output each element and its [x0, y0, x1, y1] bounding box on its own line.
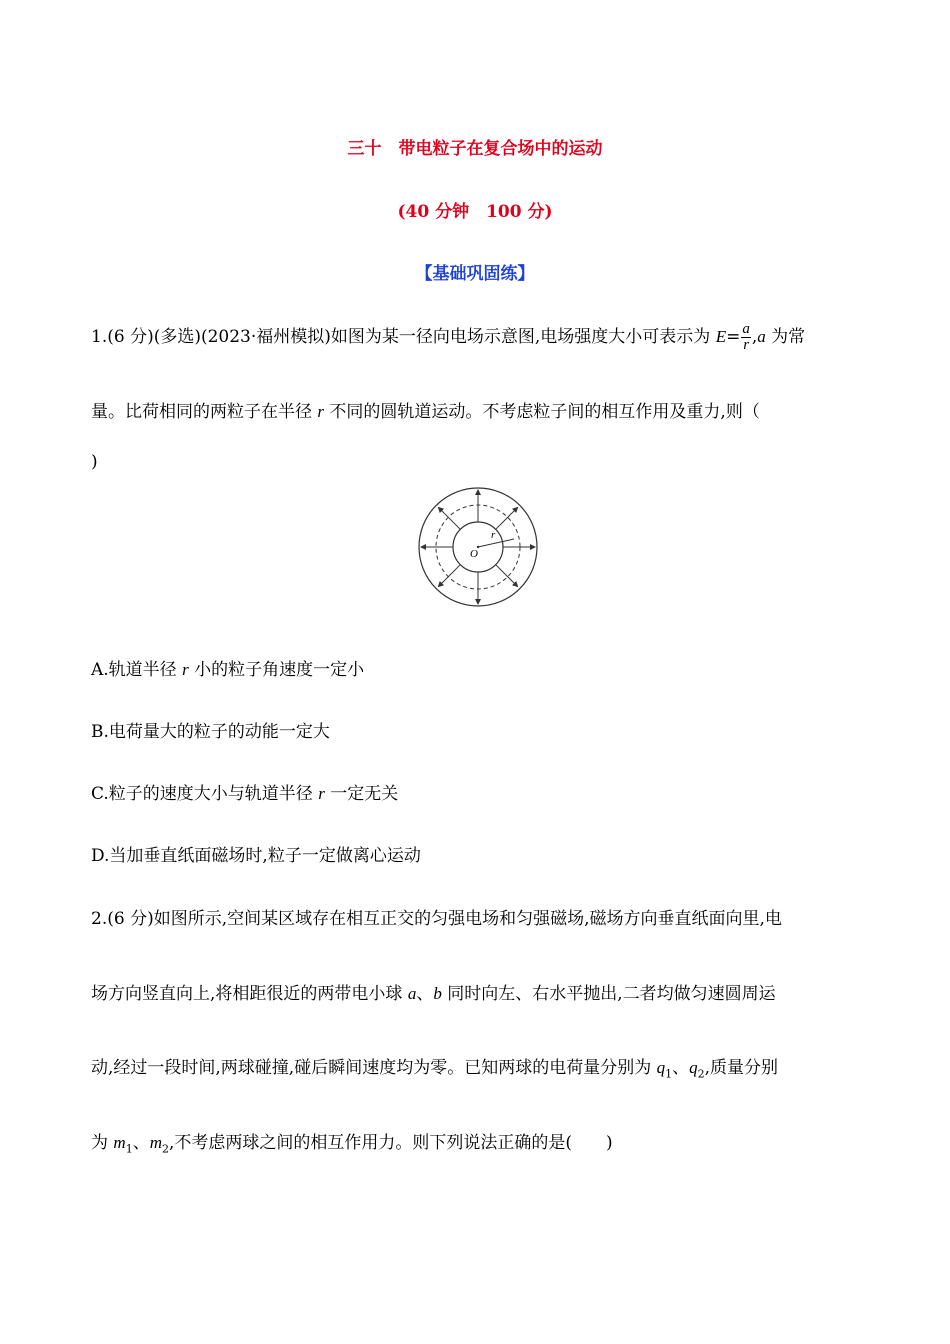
page-title: 三十 带电粒子在复合场中的运动 — [347, 139, 603, 159]
center-label: O — [470, 548, 478, 560]
q2-stem-line3: 动,经过一段时间,两球碰撞,碰后瞬间速度均为零。已知两球的电荷量分别为 $q_1$、$q_2$,质量分别 — [91, 1058, 779, 1081]
q2-stem-line4: 为 $m_1$、$m_2$,不考虑两球之间的相互作用力。则下列说法正确的是( ) — [91, 1133, 613, 1156]
q1-stem-line1: 1.(6 分)(多选)(2023·福州模拟)如图为某一径向电场示意图,电场强度大小可表示为 E= $\frac{a}{r}$ ,a 为常 — [91, 321, 806, 353]
q1-stem-line2: 量。比荷相同的两粒子在半径 r 不同的圆轨道运动。不考虑粒子间的相互作用及重力,则（ — [91, 402, 760, 422]
radial-field-diagram — [413, 482, 543, 612]
q1-option-d[interactable]: D.当加垂直纸面磁场时,粒子一定做离心运动 — [91, 846, 421, 866]
q1-option-a[interactable]: A.轨道半径 r 小的粒子角速度一定小 — [91, 660, 365, 680]
page-subtitle: (40 分钟 100 分) — [397, 202, 553, 222]
fraction-a-over-r: $\frac{a}{r}$ — [742, 321, 750, 353]
radius-line — [478, 539, 514, 547]
section-heading: 【基础巩固练】 — [415, 264, 535, 284]
q2-stem-line2: 场方向竖直向上,将相距很近的两带电小球 a、b 同时向左、右水平抛出,二者均做匀速圆周运 — [91, 984, 776, 1004]
q1-option-b[interactable]: B.电荷量大的粒子的动能一定大 — [91, 722, 330, 742]
q1-stem-line3: ) — [91, 452, 98, 472]
q2-stem-line1: 2.(6 分)如图所示,空间某区域存在相互正交的匀强电场和匀强磁场,磁场方向垂直纸面向里,电 — [91, 909, 782, 929]
q1-option-c[interactable]: C.粒子的速度大小与轨道半径 r 一定无关 — [91, 784, 399, 804]
radius-label: r — [491, 529, 496, 541]
center-point — [477, 546, 479, 548]
